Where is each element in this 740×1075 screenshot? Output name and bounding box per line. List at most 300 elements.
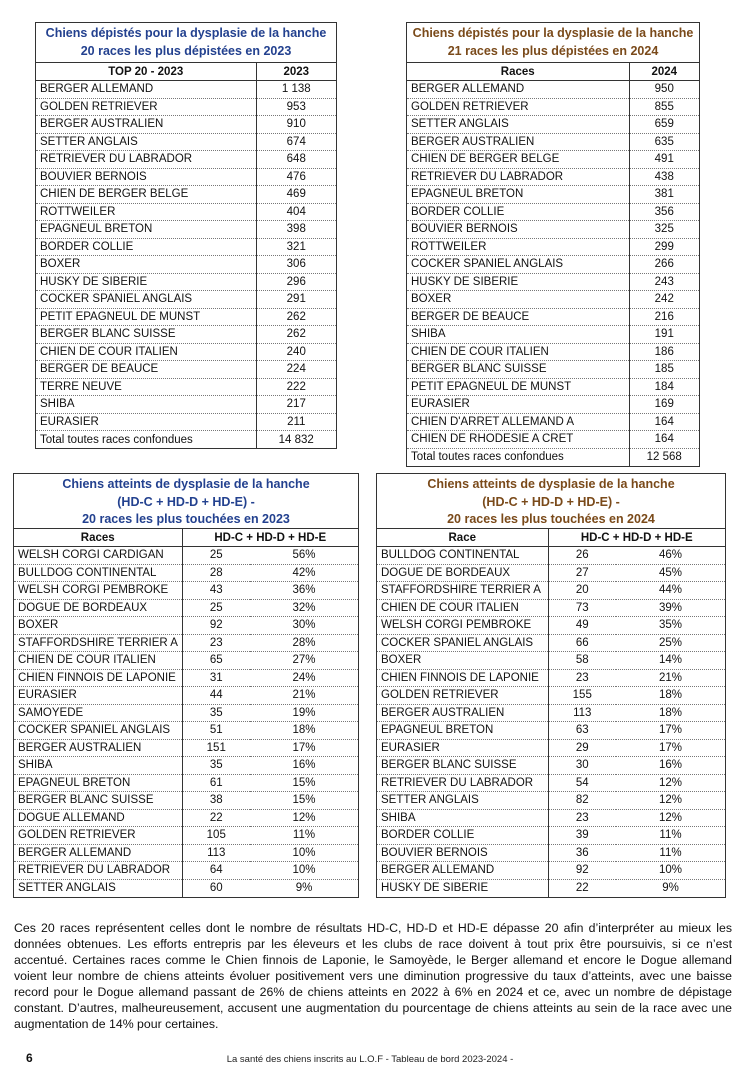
table-title <box>14 474 358 529</box>
count-cell: 54 <box>548 774 616 792</box>
percent-cell: 18% <box>250 722 358 740</box>
count-cell: 855 <box>629 98 699 116</box>
breed-cell: RETRIEVER DU LABRADOR <box>407 168 629 186</box>
breed-cell: EPAGNEUL BRETON <box>36 221 256 239</box>
count-cell: 29 <box>548 739 616 757</box>
count-cell: 92 <box>182 617 250 635</box>
breed-cell: WELSH CORGI PEMBROKE <box>14 582 182 600</box>
count-cell: 296 <box>256 273 336 291</box>
table-row <box>377 704 725 722</box>
table-depistes-2024 <box>406 22 700 467</box>
breed-cell: EURASIER <box>14 687 182 705</box>
table-row <box>14 687 358 705</box>
table-title-line: Chiens dépistés pour la dysplasie de la hanche <box>412 26 694 40</box>
breed-cell: WELSH CORGI CARDIGAN <box>14 547 182 565</box>
breed-cell: EPAGNEUL BRETON <box>14 774 182 792</box>
percent-cell: 10% <box>250 862 358 880</box>
count-cell: 243 <box>629 273 699 291</box>
table-row <box>377 757 725 775</box>
percent-cell: 10% <box>616 862 725 880</box>
breed-cell: BOXER <box>36 256 256 274</box>
breed-cell: CHIEN DE COUR ITALIEN <box>14 652 182 670</box>
table-row <box>14 739 358 757</box>
table-row <box>36 396 336 414</box>
count-cell: 51 <box>182 722 250 740</box>
table-row <box>14 844 358 862</box>
count-cell: 92 <box>548 862 616 880</box>
table-row <box>407 81 699 99</box>
table-row <box>14 862 358 880</box>
breed-cell: DOGUE ALLEMAND <box>14 809 182 827</box>
count-cell: 184 <box>629 378 699 396</box>
breed-cell: DOGUE DE BORDEAUX <box>377 564 548 582</box>
count-cell: 30 <box>548 757 616 775</box>
breed-cell: EPAGNEUL BRETON <box>407 186 629 204</box>
table-row <box>36 221 336 239</box>
data-table <box>14 529 358 897</box>
percent-cell: 18% <box>616 687 725 705</box>
breed-cell: BERGER AUSTRALIEN <box>14 739 182 757</box>
table-row <box>36 308 336 326</box>
breed-cell: HUSKY DE SIBERIE <box>36 273 256 291</box>
breed-cell: RETRIEVER DU LABRADOR <box>14 862 182 880</box>
table-row <box>36 343 336 361</box>
count-cell: 211 <box>256 413 336 431</box>
breed-cell: BERGER AUSTRALIEN <box>377 704 548 722</box>
breed-cell: BERGER AUSTRALIEN <box>36 116 256 134</box>
breed-cell: BERGER ALLEMAND <box>14 844 182 862</box>
percent-cell: 12% <box>616 774 725 792</box>
count-cell: 35 <box>182 757 250 775</box>
table-row <box>36 186 336 204</box>
table-row <box>407 361 699 379</box>
table-row <box>14 564 358 582</box>
percent-cell: 12% <box>616 809 725 827</box>
breed-cell: GOLDEN RETRIEVER <box>407 98 629 116</box>
count-cell: 321 <box>256 238 336 256</box>
table-depistes-2023 <box>35 22 337 449</box>
breed-cell: BOUVIER BERNOIS <box>377 844 548 862</box>
breed-cell: BERGER ALLEMAND <box>407 81 629 99</box>
count-cell: 23 <box>182 634 250 652</box>
count-cell: 299 <box>629 238 699 256</box>
breed-cell: RETRIEVER DU LABRADOR <box>36 151 256 169</box>
table-row <box>36 151 336 169</box>
table-row <box>14 792 358 810</box>
data-table <box>36 63 336 448</box>
percent-cell: 17% <box>616 722 725 740</box>
table-row <box>36 168 336 186</box>
table-row <box>407 221 699 239</box>
count-cell: 356 <box>629 203 699 221</box>
breed-cell: GOLDEN RETRIEVER <box>14 827 182 845</box>
count-cell: 155 <box>548 687 616 705</box>
breed-cell: BERGER BLANC SUISSE <box>14 792 182 810</box>
count-cell: 25 <box>182 547 250 565</box>
table-row <box>377 582 725 600</box>
count-cell: 476 <box>256 168 336 186</box>
breed-cell: EURASIER <box>36 413 256 431</box>
table-row <box>377 669 725 687</box>
count-cell: 44 <box>182 687 250 705</box>
table-row <box>407 186 699 204</box>
breed-cell: EURASIER <box>407 396 629 414</box>
breed-cell: BOXER <box>407 291 629 309</box>
table-row <box>36 203 336 221</box>
table-row <box>377 599 725 617</box>
breed-cell: COCKER SPANIEL ANGLAIS <box>377 634 548 652</box>
table-row <box>407 326 699 344</box>
breed-cell: BOUVIER BERNOIS <box>36 168 256 186</box>
data-table <box>377 529 725 897</box>
count-cell: 169 <box>629 396 699 414</box>
column-header-value: HD-C + HD-D + HD-E <box>548 529 725 547</box>
table-row <box>36 378 336 396</box>
breed-cell: CHIEN DE RHODESIE A CRET <box>407 431 629 449</box>
table-title <box>36 23 336 63</box>
count-cell: 262 <box>256 308 336 326</box>
count-cell: 240 <box>256 343 336 361</box>
table-row <box>36 98 336 116</box>
percent-cell: 18% <box>616 704 725 722</box>
percent-cell: 16% <box>616 757 725 775</box>
table-title <box>377 474 725 529</box>
count-cell: 950 <box>629 81 699 99</box>
breed-cell: SHIBA <box>36 396 256 414</box>
breed-cell: BERGER DE BEAUCE <box>36 361 256 379</box>
count-cell: 291 <box>256 291 336 309</box>
table-row <box>14 722 358 740</box>
table-row <box>407 238 699 256</box>
percent-cell: 44% <box>616 582 725 600</box>
table-row <box>407 343 699 361</box>
table-row <box>407 256 699 274</box>
table-row <box>377 739 725 757</box>
table-row <box>14 757 358 775</box>
table-row <box>407 448 699 466</box>
count-cell: 43 <box>182 582 250 600</box>
column-header-race: Races <box>14 529 182 547</box>
percent-cell: 9% <box>295 882 313 894</box>
breed-cell: BERGER BLANC SUISSE <box>36 326 256 344</box>
table-atteints-2024 <box>376 473 726 898</box>
count-cell: 82 <box>548 792 616 810</box>
breed-cell: CHIEN DE BERGER BELGE <box>407 151 629 169</box>
breed-cell: CHIEN DE COUR ITALIEN <box>377 599 548 617</box>
count-cell: 635 <box>629 133 699 151</box>
commentary-paragraph: Ces 20 races représentent celles dont le nombre de résultats HD-C, HD-D et HD-E dépasse 20 afin d’interpréter au mieux les données obtenues. Les efforts entrepris par les éleveurs et les clubs de race doivent à tout prix être poursuivis, si ce n’est accentué. Certaines races comme le Chien finnois de Laponie, le Samoyède, le Berger allemand et encore le Dogue allemand voient leur nombre de chiens atteints évoluer positivement vers une diminution progressive du taux d’atteints, avec une baisse record pour le Dogue allemand passant de 26% de chiens atteints en 2022 à 6% en 2024 et ce, avec un nombre de dépistage constant. D’autres, malheureusement, accusent une augmentation du pourcentage de chiens atteints au sein de la race avec une augmentation de 14% pour certaines. <box>14 921 732 1031</box>
table-row <box>14 704 358 722</box>
breed-cell: GOLDEN RETRIEVER <box>36 98 256 116</box>
table-row <box>407 203 699 221</box>
percent-cell: 46% <box>616 547 725 565</box>
table-title-line: 20 races les plus dépistées en 2023 <box>80 43 292 58</box>
count-cell: 73 <box>548 599 616 617</box>
count-cell: 61 <box>182 774 250 792</box>
table-title-line: (HD-C + HD-D + HD-E) - <box>482 494 620 509</box>
table-title-line: (HD-C + HD-D + HD-E) - <box>117 494 255 509</box>
count-cell: 953 <box>256 98 336 116</box>
table-row <box>14 582 358 600</box>
breed-cell: CHIEN FINNOIS DE LAPONIE <box>377 669 548 687</box>
count-cell: 325 <box>629 221 699 239</box>
table-atteints-2023 <box>13 473 359 898</box>
breed-cell: EPAGNEUL BRETON <box>377 722 548 740</box>
table-row <box>377 722 725 740</box>
table-row <box>36 413 336 431</box>
breed-cell: SETTER ANGLAIS <box>377 792 548 810</box>
percent-cell: 21% <box>250 687 358 705</box>
table-row <box>407 378 699 396</box>
table-row <box>377 564 725 582</box>
percent-cell: 10% <box>250 844 358 862</box>
column-header-race: TOP 20 - 2023 <box>36 63 256 81</box>
count-cell: 22 <box>548 879 616 897</box>
count-cell: 262 <box>256 326 336 344</box>
table-row <box>407 151 699 169</box>
percent-cell: 11% <box>616 827 725 845</box>
count-cell: 491 <box>629 151 699 169</box>
table-title-line: 20 races les plus touchées en 2023 <box>82 512 290 526</box>
table-title-line: 20 races les plus touchées en 2024 <box>447 512 655 526</box>
count-cell: 469 <box>256 186 336 204</box>
count-cell: 64 <box>182 862 250 880</box>
count-cell: 910 <box>256 116 336 134</box>
count-cell: 105 <box>182 827 250 845</box>
table-row <box>36 238 336 256</box>
breed-cell: SHIBA <box>14 757 182 775</box>
table-row <box>36 361 336 379</box>
table-title-line: Chiens atteints de dysplasie de la hanche <box>62 477 310 491</box>
count-cell: 36 <box>548 844 616 862</box>
percent-cell: 35% <box>616 617 725 635</box>
percent-cell: 9% <box>662 882 679 894</box>
count-cell: 14 832 <box>256 431 336 449</box>
count-cell: 58 <box>548 652 616 670</box>
percent-cell: 11% <box>616 844 725 862</box>
column-header-value: 2023 <box>256 63 336 81</box>
breed-cell: HUSKY DE SIBERIE <box>381 882 489 894</box>
column-header-race: Race <box>377 529 548 547</box>
count-cell: 35 <box>182 704 250 722</box>
count-cell: 22 <box>182 809 250 827</box>
table-row <box>14 809 358 827</box>
count-cell: 404 <box>256 203 336 221</box>
count-cell: 648 <box>256 151 336 169</box>
table-row <box>36 273 336 291</box>
table-row <box>407 291 699 309</box>
percent-cell: 11% <box>250 827 358 845</box>
count-cell: 224 <box>256 361 336 379</box>
breed-cell: SHIBA <box>407 326 629 344</box>
count-cell: 31 <box>182 669 250 687</box>
table-row <box>407 413 699 431</box>
breed-cell: CHIEN D'ARRET ALLEMAND A <box>407 413 629 431</box>
table-row <box>14 774 358 792</box>
breed-cell: PETIT EPAGNEUL DE MUNST <box>407 378 629 396</box>
count-cell: 12 568 <box>629 448 699 466</box>
count-cell: 191 <box>629 326 699 344</box>
table-row <box>377 809 725 827</box>
table-row <box>377 862 725 880</box>
breed-cell: GOLDEN RETRIEVER <box>377 687 548 705</box>
percent-cell: 16% <box>250 757 358 775</box>
table-row <box>407 308 699 326</box>
breed-cell: ROTTWEILER <box>36 203 256 221</box>
table-row <box>14 599 358 617</box>
breed-cell: BERGER AUSTRALIEN <box>407 133 629 151</box>
breed-cell: SAMOYEDE <box>14 704 182 722</box>
breed-cell: SHIBA <box>377 809 548 827</box>
page-number: 6 <box>26 1051 33 1065</box>
count-cell: 216 <box>629 308 699 326</box>
table-row <box>377 774 725 792</box>
breed-cell: BORDER COLLIE <box>36 238 256 256</box>
table-row <box>407 168 699 186</box>
table-row <box>14 634 358 652</box>
breed-cell: BERGER DE BEAUCE <box>407 308 629 326</box>
breed-cell: BOXER <box>14 617 182 635</box>
count-cell: 20 <box>548 582 616 600</box>
breed-cell: BERGER BLANC SUISSE <box>407 361 629 379</box>
percent-cell: 42% <box>250 564 358 582</box>
breed-cell: BERGER ALLEMAND <box>377 862 548 880</box>
breed-cell: Total toutes races confondues <box>411 451 564 463</box>
count-cell: 164 <box>629 413 699 431</box>
breed-cell: TERRE NEUVE <box>36 378 256 396</box>
percent-cell: 27% <box>250 652 358 670</box>
table-row <box>377 634 725 652</box>
table-row <box>407 431 699 449</box>
table-row <box>407 396 699 414</box>
count-cell: 151 <box>182 739 250 757</box>
percent-cell: 12% <box>616 792 725 810</box>
breed-cell: EURASIER <box>377 739 548 757</box>
count-cell: 398 <box>256 221 336 239</box>
table-row <box>36 256 336 274</box>
breed-cell: BERGER BLANC SUISSE <box>377 757 548 775</box>
table-row <box>407 273 699 291</box>
data-table <box>407 63 699 466</box>
table-row <box>377 792 725 810</box>
table-row <box>407 133 699 151</box>
count-cell: 60 <box>182 879 250 897</box>
count-cell: 26 <box>548 547 616 565</box>
breed-cell: BORDER COLLIE <box>377 827 548 845</box>
count-cell: 65 <box>182 652 250 670</box>
count-cell: 28 <box>182 564 250 582</box>
percent-cell: 56% <box>250 547 358 565</box>
table-row <box>36 116 336 134</box>
count-cell: 266 <box>629 256 699 274</box>
breed-cell: BULLDOG CONTINENTAL <box>377 547 548 565</box>
table-title-line: Chiens dépistés pour la dysplasie de la hanche <box>45 26 327 40</box>
percent-cell: 21% <box>616 669 725 687</box>
count-cell: 113 <box>182 844 250 862</box>
percent-cell: 19% <box>250 704 358 722</box>
table-row <box>36 431 336 449</box>
percent-cell: 45% <box>616 564 725 582</box>
count-cell: 27 <box>548 564 616 582</box>
breed-cell: BORDER COLLIE <box>407 203 629 221</box>
table-row <box>377 547 725 565</box>
table-row <box>14 827 358 845</box>
count-cell: 164 <box>629 431 699 449</box>
table-row <box>14 879 358 897</box>
count-cell: 659 <box>629 116 699 134</box>
count-cell: 49 <box>548 617 616 635</box>
breed-cell: DOGUE DE BORDEAUX <box>14 599 182 617</box>
table-row <box>14 617 358 635</box>
count-cell: 66 <box>548 634 616 652</box>
count-cell: 38 <box>182 792 250 810</box>
table-row <box>377 844 725 862</box>
count-cell: 23 <box>548 669 616 687</box>
breed-cell: BOUVIER BERNOIS <box>407 221 629 239</box>
table-title <box>407 23 699 63</box>
table-row <box>36 81 336 99</box>
table-row <box>407 98 699 116</box>
count-cell: 438 <box>629 168 699 186</box>
table-row <box>14 547 358 565</box>
breed-cell: CHIEN DE COUR ITALIEN <box>36 343 256 361</box>
breed-cell: STAFFORDSHIRE TERRIER A <box>377 582 548 600</box>
count-cell: 217 <box>256 396 336 414</box>
table-row <box>407 116 699 134</box>
table-row <box>36 326 336 344</box>
count-cell: 1 138 <box>256 81 336 99</box>
count-cell: 63 <box>548 722 616 740</box>
percent-cell: 17% <box>250 739 358 757</box>
breed-cell: SETTER ANGLAIS <box>18 882 116 894</box>
table-row <box>14 669 358 687</box>
column-header-value: 2024 <box>629 63 699 81</box>
count-cell: 185 <box>629 361 699 379</box>
percent-cell: 14% <box>616 652 725 670</box>
count-cell: 674 <box>256 133 336 151</box>
breed-cell: RETRIEVER DU LABRADOR <box>377 774 548 792</box>
table-row <box>14 652 358 670</box>
count-cell: 186 <box>629 343 699 361</box>
count-cell: 25 <box>182 599 250 617</box>
breed-cell: STAFFORDSHIRE TERRIER A <box>14 634 182 652</box>
count-cell: 222 <box>256 378 336 396</box>
breed-cell: Total toutes races confondues <box>40 433 193 446</box>
percent-cell: 12% <box>250 809 358 827</box>
table-title-line: 21 races les plus dépistées en 2024 <box>447 43 659 58</box>
percent-cell: 28% <box>250 634 358 652</box>
breed-cell: CHIEN DE COUR ITALIEN <box>407 343 629 361</box>
table-row <box>377 652 725 670</box>
count-cell: 242 <box>629 291 699 309</box>
column-header-race: Races <box>407 63 629 81</box>
table-title-line: Chiens atteints de dysplasie de la hanche <box>427 477 675 491</box>
count-cell: 39 <box>548 827 616 845</box>
breed-cell: PETIT EPAGNEUL DE MUNST <box>36 308 256 326</box>
breed-cell: SETTER ANGLAIS <box>36 133 256 151</box>
percent-cell: 15% <box>250 792 358 810</box>
breed-cell: BULLDOG CONTINENTAL <box>14 564 182 582</box>
breed-cell: BOXER <box>377 652 548 670</box>
count-cell: 306 <box>256 256 336 274</box>
count-cell: 113 <box>548 704 616 722</box>
table-row <box>36 133 336 151</box>
breed-cell: COCKER SPANIEL ANGLAIS <box>14 722 182 740</box>
table-row <box>377 687 725 705</box>
count-cell: 23 <box>548 809 616 827</box>
percent-cell: 17% <box>616 739 725 757</box>
table-row <box>377 879 725 897</box>
